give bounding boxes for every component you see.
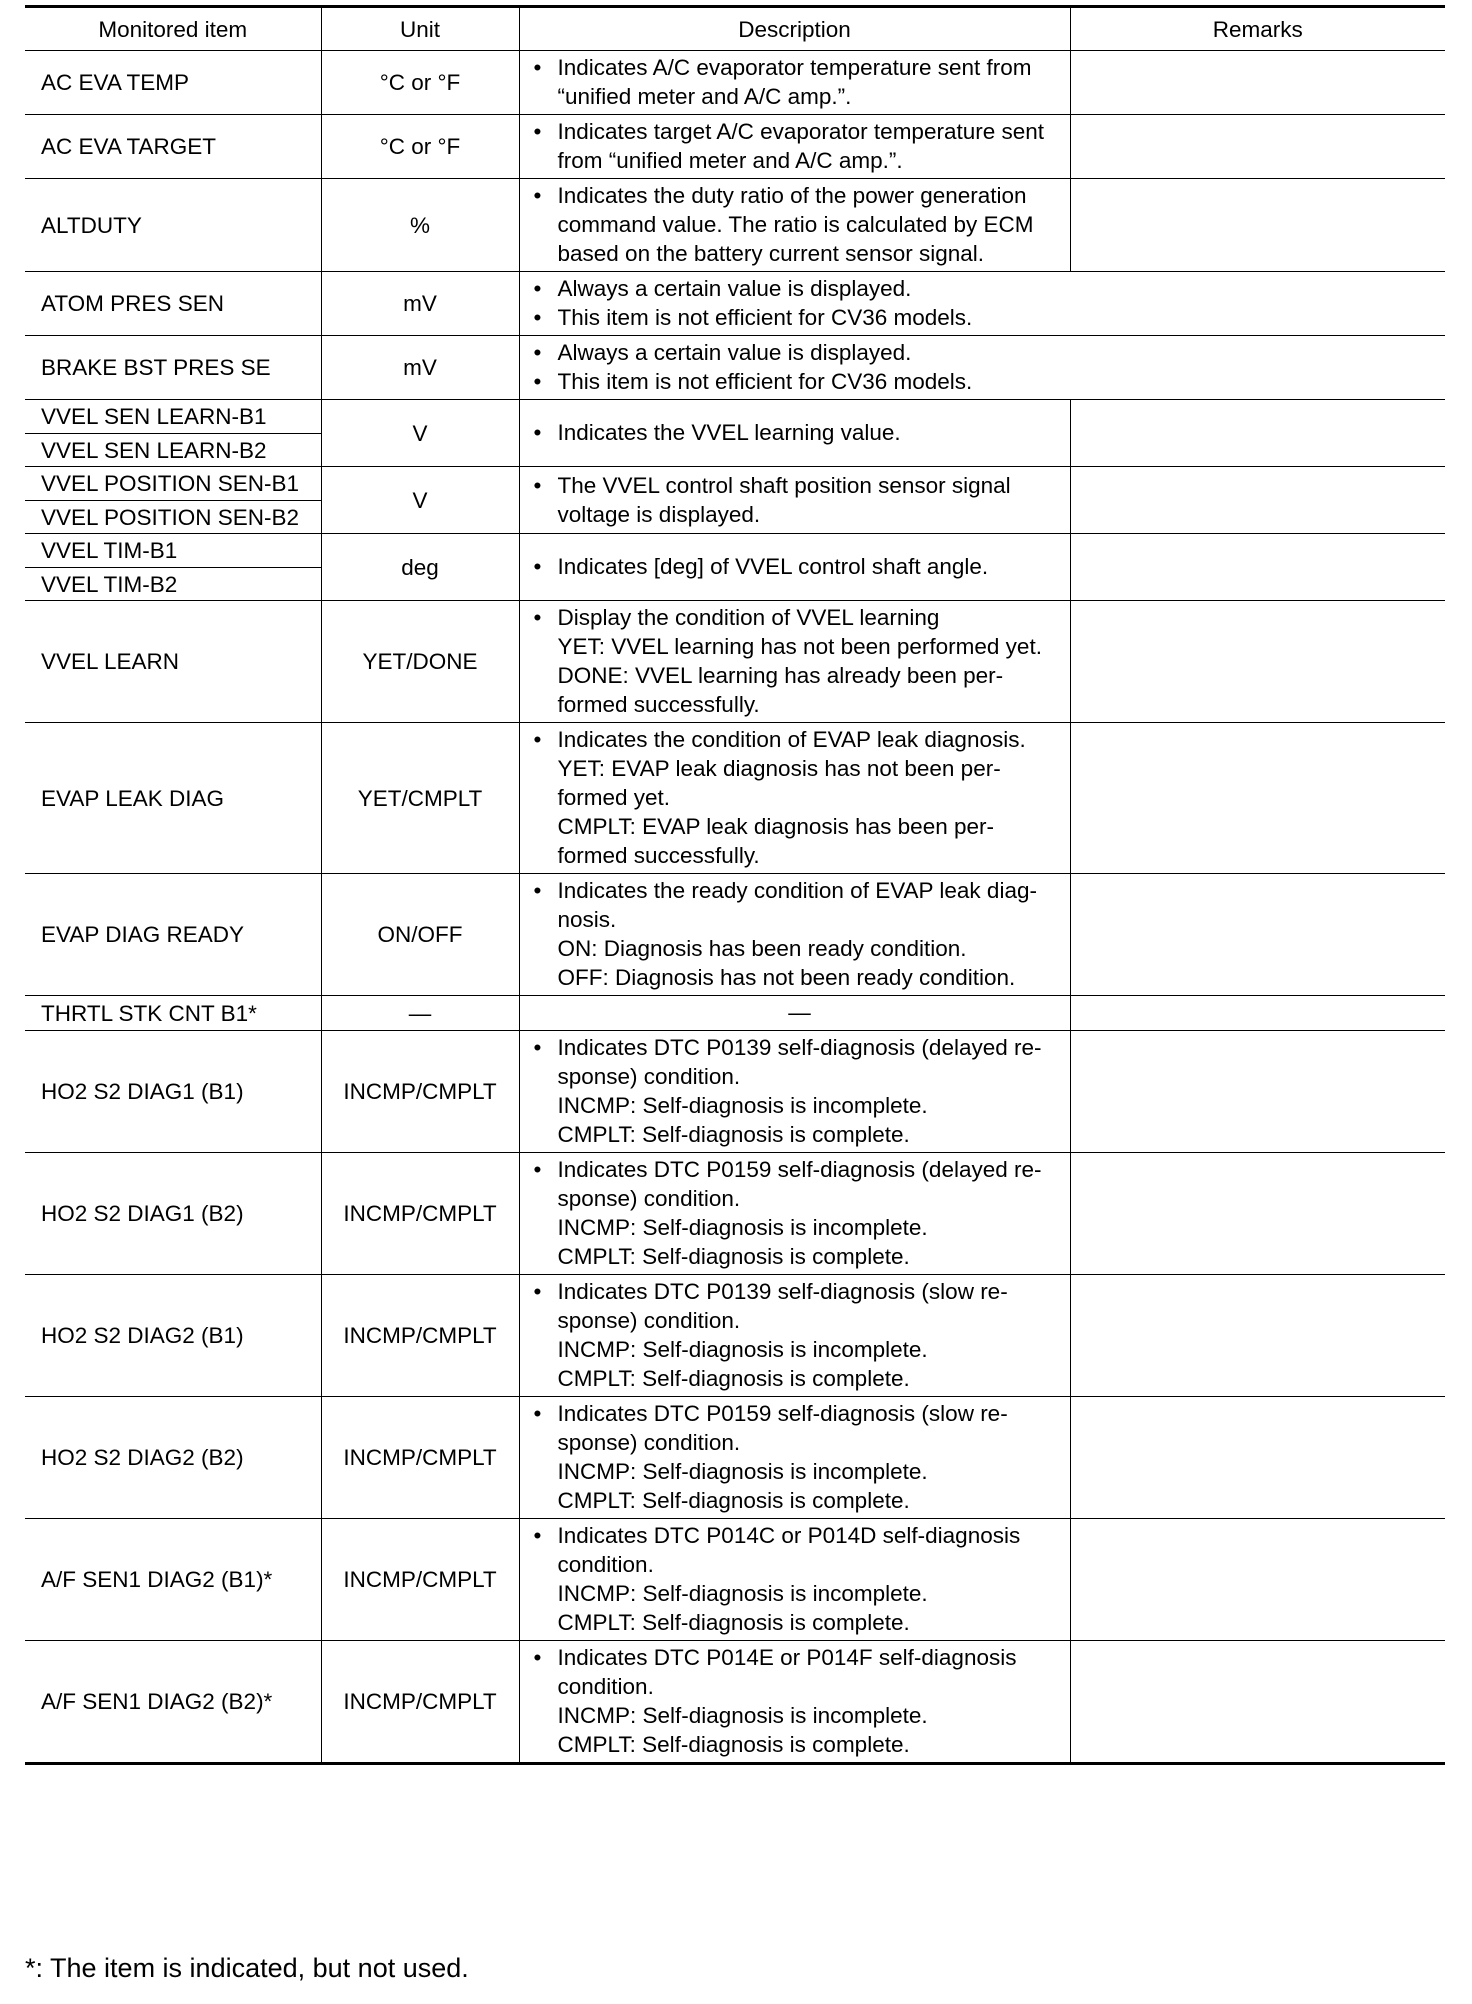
remarks-cell [1070,534,1445,601]
bullet-line [534,303,1442,332]
bullet-line [534,471,1066,529]
monitored-item-cell: VVEL POSITION SEN-B1 [25,467,321,501]
bullet-line [534,181,1066,268]
unit-cell: % [321,179,519,272]
description-text: Indicates A/C evaporator temperature sent from “unified meter and A/C amp.”. [557,55,1032,109]
header-monitored-item: Monitored item [25,7,321,51]
bullet-line [534,418,1066,447]
description-text: Indicates DTC P0139 self-diagnosis (slow re- sponse) condition. INCMP: Self-diagnosis is incomplete. CMPLT: Self-diagnosis is complete. [557,1279,1008,1391]
table-body [25,51,1445,1764]
bullet-line [534,367,1442,396]
unit-cell: YET/CMPLT [321,723,519,874]
table-row [25,1397,1445,1519]
remarks-cell [1070,1641,1445,1764]
monitored-item-cell: HO2 S2 DIAG1 (B1) [25,1031,321,1153]
bullet-icon: • [533,878,542,903]
description-text: Indicates DTC P0159 self-diagnosis (delayed re- sponse) condition. INCMP: Self-diagnosis is incomplete. CMPLT: Self-diagnosis is complete. [557,1157,1042,1269]
bullet-line [534,1277,1066,1393]
bullet-icon: • [533,727,542,752]
table-row [25,723,1445,874]
bullet-line [534,725,1066,870]
table-row [25,336,1445,400]
description-cell [519,467,1070,534]
remarks-cell [1070,1153,1445,1275]
table-row [25,601,1445,723]
monitor-item-table [25,5,1445,1765]
description-text: Indicates DTC P014C or P014D self-diagnosis condition. INCMP: Self-diagnosis is incomplete. CMPLT: Self-diagnosis is complete. [557,1523,1021,1635]
monitored-item-cell: VVEL POSITION SEN-B2 [25,501,321,534]
unit-cell: INCMP/CMPLT [321,1031,519,1153]
remarks-cell [1070,601,1445,723]
bullet-icon: • [533,305,542,330]
bullet-line [534,1033,1066,1149]
bullet-icon: • [533,420,542,445]
description-text: This item is not efficient for CV36 models. [557,369,973,394]
bullet-icon: • [533,1279,542,1304]
table-row [25,1031,1445,1153]
bullet-icon: • [533,1035,542,1060]
description-cell [519,874,1070,996]
bullet-line [534,53,1066,111]
bullet-line [534,117,1066,175]
description-cell [519,601,1070,723]
table-row [25,51,1445,115]
description-text: Display the condition of VVEL learning YET: VVEL learning has not been performed yet. DONE: VVEL learning has already been per- formed successfully. [557,605,1042,717]
header-unit: Unit [321,7,519,51]
monitored-item-cell: HO2 S2 DIAG2 (B1) [25,1275,321,1397]
description-cell [519,400,1070,467]
description-cell [519,1519,1070,1641]
bullet-icon: • [533,1157,542,1182]
remarks-cell [1070,400,1445,467]
bullet-line [534,876,1066,992]
description-cell [519,1031,1070,1153]
monitored-item-cell: EVAP LEAK DIAG [25,723,321,874]
description-cell [519,272,1445,336]
table-row [25,1275,1445,1397]
monitored-item-cell: A/F SEN1 DIAG2 (B2)* [25,1641,321,1764]
description-cell [519,179,1070,272]
description-text: Indicates [deg] of VVEL control shaft angle. [557,554,989,579]
description-text: Indicates DTC P014E or P014F self-diagnosis condition. INCMP: Self-diagnosis is incomplete. CMPLT: Self-diagnosis is complete. [557,1645,1017,1757]
bullet-line [534,1521,1066,1637]
description-cell [519,1275,1070,1397]
remarks-cell [1070,1519,1445,1641]
description-text: Indicates target A/C evaporator temperature sent from “unified meter and A/C amp.”. [557,119,1045,173]
monitored-item-cell: BRAKE BST PRES SE [25,336,321,400]
table-row [25,179,1445,272]
monitored-item-cell: A/F SEN1 DIAG2 (B1)* [25,1519,321,1641]
bullet-icon: • [533,340,542,365]
description-cell [519,1153,1070,1275]
bullet-line [534,1643,1066,1759]
bullet-icon: • [533,369,542,394]
bullet-line [534,552,1066,581]
table-row [25,534,1445,568]
monitored-item-cell: VVEL SEN LEARN-B2 [25,434,321,467]
monitored-item-cell: HO2 S2 DIAG2 (B2) [25,1397,321,1519]
bullet-icon: • [533,1645,542,1670]
monitored-item-cell: AC EVA TARGET [25,115,321,179]
description-text: Indicates the VVEL learning value. [557,420,901,445]
bullet-icon: • [533,554,542,579]
remarks-cell [1070,115,1445,179]
bullet-icon: • [533,119,542,144]
bullet-icon: • [533,1523,542,1548]
monitored-item-cell: AC EVA TEMP [25,51,321,115]
description-text: Indicates the condition of EVAP leak diagnosis. YET: EVAP leak diagnosis has not been per- formed yet. CMPLT: EVAP leak diagnosis has been per- formed successfully. [557,727,1026,868]
description-text: Always a certain value is displayed. [557,276,912,301]
monitored-item-cell: VVEL LEARN [25,601,321,723]
footnote: *: The item is indicated, but not used. [25,1953,469,1983]
unit-cell: mV [321,272,519,336]
remarks-cell [1070,1031,1445,1153]
description-text: This item is not efficient for CV36 models. [557,305,973,330]
bullet-icon: • [533,183,542,208]
unit-cell: °C or °F [321,51,519,115]
description-text: The VVEL control shaft position sensor signal voltage is displayed. [557,472,1011,527]
monitored-item-cell: VVEL TIM-B2 [25,568,321,601]
bullet-icon: • [533,1401,542,1426]
unit-cell: V [321,400,519,467]
table-row [25,1519,1445,1641]
unit-cell: YET/DONE [321,601,519,723]
description-cell [519,723,1070,874]
remarks-cell [1070,467,1445,534]
description-cell [519,1641,1070,1764]
document-page [25,5,1445,1765]
description-text: Indicates DTC P0159 self-diagnosis (slow re- sponse) condition. INCMP: Self-diagnosis is incomplete. CMPLT: Self-diagnosis is complete. [557,1401,1008,1513]
bullet-line [534,603,1066,719]
table-row [25,1641,1445,1764]
description-cell: — [519,996,1070,1031]
description-text: Indicates DTC P0139 self-diagnosis (delayed re- sponse) condition. INCMP: Self-diagnosis is incomplete. CMPLT: Self-diagnosis is complete. [557,1035,1042,1147]
description-cell [519,51,1070,115]
table-row [25,996,1445,1031]
monitored-item-cell: EVAP DIAG READY [25,874,321,996]
unit-cell: INCMP/CMPLT [321,1153,519,1275]
bullet-line [534,338,1442,367]
unit-cell: °C or °F [321,115,519,179]
remarks-cell [1070,1275,1445,1397]
bullet-icon: • [533,605,542,630]
bullet-line [534,1399,1066,1515]
unit-cell: INCMP/CMPLT [321,1519,519,1641]
table-row [25,874,1445,996]
header-remarks: Remarks [1070,7,1445,51]
monitored-item-cell: VVEL SEN LEARN-B1 [25,400,321,434]
bullet-line [534,1155,1066,1271]
description-text: Always a certain value is displayed. [557,340,912,365]
unit-cell: mV [321,336,519,400]
description-cell [519,336,1445,400]
unit-cell: INCMP/CMPLT [321,1641,519,1764]
table-row [25,400,1445,434]
remarks-cell [1070,723,1445,874]
table-row [25,115,1445,179]
table-row [25,467,1445,501]
bullet-icon: • [533,472,542,498]
remarks-cell [1070,179,1445,272]
unit-cell: deg [321,534,519,601]
table-header-row [25,7,1445,51]
description-text: Indicates the ready condition of EVAP leak diag- nosis. ON: Diagnosis has been ready condition. OFF: Diagnosis has not been ready condition. [557,878,1037,990]
bullet-icon: • [533,55,542,80]
unit-cell: INCMP/CMPLT [321,1397,519,1519]
table-row [25,1153,1445,1275]
unit-cell: ON/OFF [321,874,519,996]
description-cell [519,534,1070,601]
header-description: Description [519,7,1070,51]
remarks-cell [1070,1397,1445,1519]
table-row [25,272,1445,336]
unit-cell: INCMP/CMPLT [321,1275,519,1397]
monitored-item-cell: ATOM PRES SEN [25,272,321,336]
monitored-item-cell: ALTDUTY [25,179,321,272]
description-cell [519,115,1070,179]
description-text: Indicates the duty ratio of the power generation command value. The ratio is calculated by ECM based on the battery current sensor signal. [557,183,1034,266]
remarks-cell [1070,51,1445,115]
description-cell [519,1397,1070,1519]
remarks-cell [1070,874,1445,996]
bullet-icon: • [533,276,542,301]
unit-cell: — [321,996,519,1031]
unit-cell: V [321,467,519,534]
monitored-item-cell: VVEL TIM-B1 [25,534,321,568]
remarks-cell [1070,996,1445,1031]
bullet-line [534,274,1442,303]
monitored-item-cell: HO2 S2 DIAG1 (B2) [25,1153,321,1275]
monitored-item-cell: THRTL STK CNT B1* [25,996,321,1031]
